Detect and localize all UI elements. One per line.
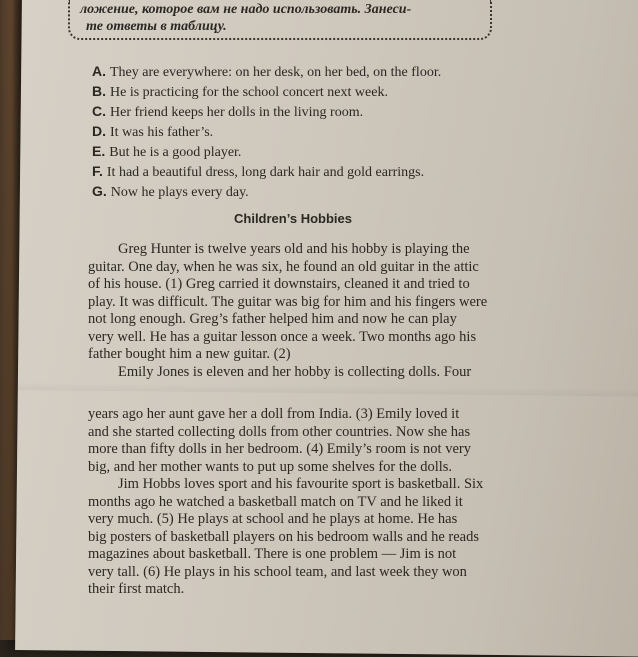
option-letter: C. xyxy=(92,103,106,119)
text-line: Emily Jones is eleven and her hobby is collecting dolls. Four xyxy=(118,363,472,380)
option-letter: D. xyxy=(92,123,106,139)
text-line: very tall. (6) He plays in his school team, and last week they won xyxy=(88,563,467,580)
instructions-line-1: ложение, которое вам не надо использовать. Занеси- xyxy=(80,2,412,17)
option-item xyxy=(92,102,492,122)
option-item xyxy=(92,162,492,182)
text-line: play. It was difficult. The guitar was big for him and his fingers were xyxy=(88,293,488,310)
text-line: more than fifty dolls in her bedroom. (4) Emily’s room is not very xyxy=(88,441,471,457)
text-line: guitar. One day, when he was six, he found an old guitar in the attic xyxy=(88,258,479,275)
page-gap xyxy=(18,382,638,397)
text-line: magazines about basketball. There is one problem — Jim is not xyxy=(88,546,457,562)
answer-options xyxy=(92,62,492,202)
option-text: It had a beautiful dress, long dark hair and gold earrings. xyxy=(106,165,425,180)
text-lower xyxy=(88,406,508,599)
text-line: big, and her mother wants to put up some shelves for the dolls. xyxy=(88,458,453,475)
option-item xyxy=(92,62,492,82)
text-title: Children’s Hobbies xyxy=(234,211,352,226)
option-item xyxy=(92,82,492,102)
option-text: He is practicing for the school concert next week. xyxy=(110,85,388,100)
text-line: months ago he watched a basketball match on TV and he liked it xyxy=(88,493,463,510)
option-text: They are everywhere: on her desk, on her bed, on the floor. xyxy=(110,65,442,80)
option-letter: E. xyxy=(92,143,106,159)
option-text: It was his father’s. xyxy=(110,125,214,140)
option-letter: B. xyxy=(92,83,106,99)
option-item xyxy=(92,182,492,202)
option-letter: G. xyxy=(92,183,107,199)
option-item xyxy=(92,122,492,142)
text-line: big posters of basketball players on his bedroom walls and he reads xyxy=(88,528,480,545)
option-letter: F. xyxy=(92,163,103,179)
text-line: years ago her aunt gave her a doll from India. (3) Emily loved it xyxy=(88,406,460,422)
option-text: But he is a good player. xyxy=(109,145,242,160)
option-letter: A. xyxy=(92,63,106,79)
option-text: Her friend keeps her dolls in the living room. xyxy=(110,105,364,120)
text-line: Jim Hobbs loves sport and his favourite sport is basketball. Six xyxy=(118,476,484,492)
text-line: very much. (5) He plays at school and he plays at home. He has xyxy=(88,511,458,527)
text-upper xyxy=(88,241,508,381)
option-item xyxy=(92,142,492,162)
text-line: their first match. xyxy=(88,581,185,597)
text-line: of his house. (1) Greg carried it downstairs, cleaned it and tried to xyxy=(88,276,470,292)
option-text: Now he plays every day. xyxy=(110,185,249,200)
text-line: not long enough. Greg’s father helped him and now he can play xyxy=(88,311,457,327)
text-line: Greg Hunter is twelve years old and his hobby is playing the xyxy=(118,241,470,257)
text-line: very well. He has a guitar lesson once a week. Two months ago his xyxy=(88,328,477,345)
text-line: and she started collecting dolls from other countries. Now she has xyxy=(88,423,471,440)
instructions-line-2: те ответы в таблицу. xyxy=(86,19,227,34)
text-line: father bought him a new guitar. (2) xyxy=(88,346,291,362)
